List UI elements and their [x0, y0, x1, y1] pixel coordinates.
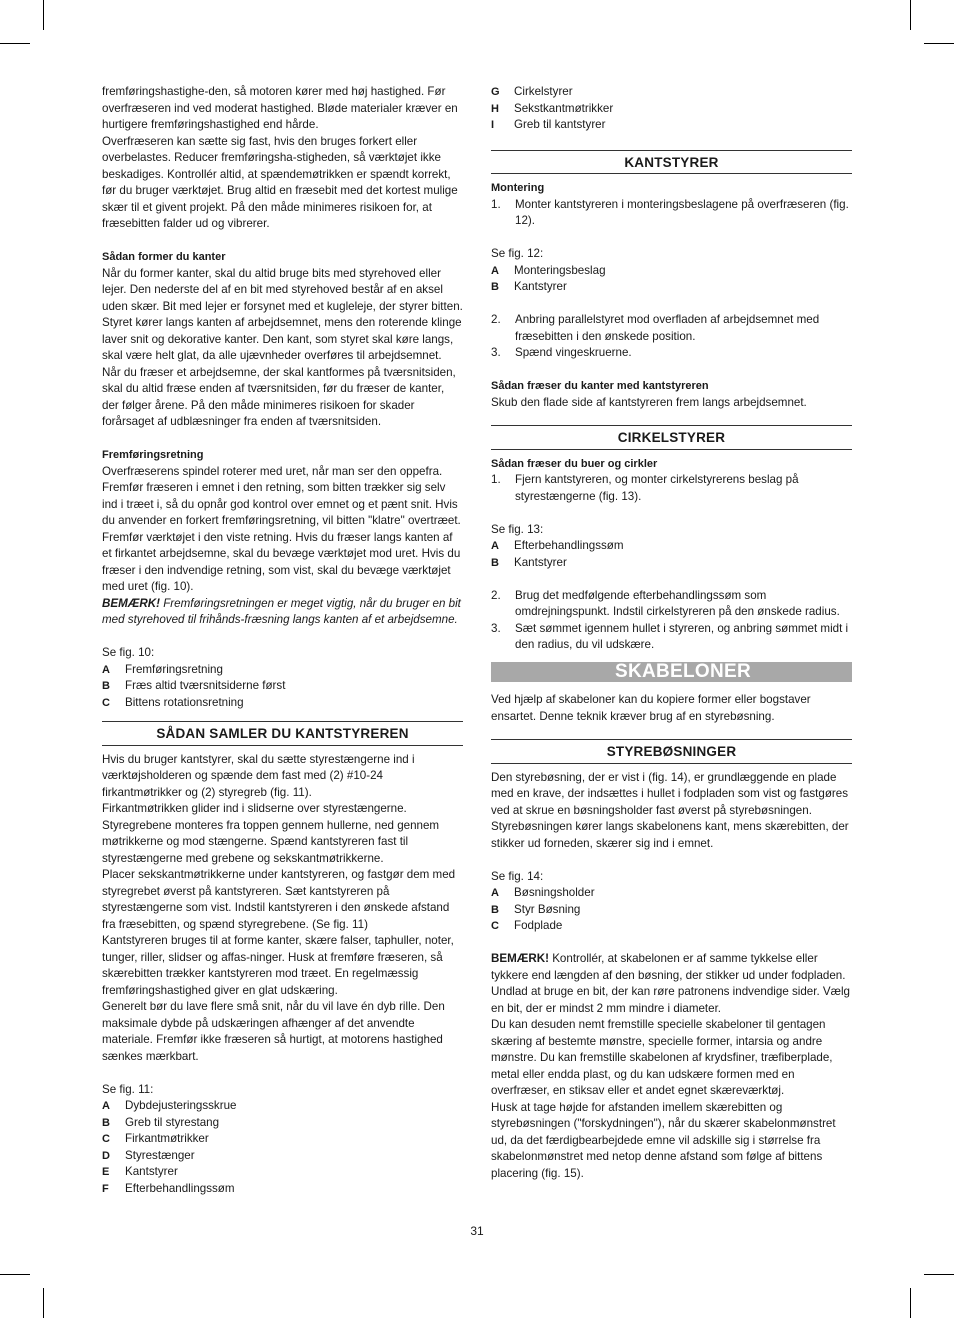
note-paragraph	[102, 596, 463, 629]
section-heading: SÅDAN SAMLER DU KANTSTYREREN	[102, 721, 463, 746]
paragraph: fremføringshastighe-den, så motoren kører med høj hastighed. Før overfræseren ind ved moderat hastighed. Bløde materialer kræver en hurtigere fremføringshastighed end hårde.	[102, 85, 458, 131]
fig12-list	[491, 263, 852, 296]
paragraph: Husk at tage højde for afstanden imellem skærebitten og styrebøsningen ("forskydningen"), når du skærer skabelonmønstret ud, da det færdigbearbejdede emne vil adskille sig i størrelse fra skabelonmønstret med netop denne afstand som følge af bittens placering (fig. 15).	[491, 1100, 836, 1180]
step-text: Monter kantstyreren i monteringsbeslagene på overfræseren (fig. 12).	[515, 197, 849, 227]
legend-key: G	[491, 86, 500, 98]
note-text: Kontrollér, at skabelonen er af samme tykkelse eller tykkere end længden af den bøsning, der stikker ud under fodpladen.	[491, 952, 846, 982]
legend-item	[491, 263, 852, 280]
subheading: Sådan fræser du buer og cirkler	[491, 457, 658, 470]
fig14-list	[491, 885, 852, 935]
left-column	[102, 84, 463, 1197]
legend-key: H	[491, 102, 499, 115]
legend-item	[491, 918, 852, 935]
legend-text: Sekstkantmøtrikker	[514, 101, 614, 115]
figure-reference: Se fig. 14:	[491, 869, 544, 883]
cirkel-steps	[491, 588, 852, 654]
section-heading: CIRKELSTYRER	[491, 425, 852, 450]
legend-item	[102, 1148, 463, 1165]
legend-item	[491, 538, 852, 555]
fig11-list	[102, 1098, 463, 1197]
montering-steps	[491, 197, 852, 230]
paragraph: Du kan desuden nemt fremstille specielle skabeloner til gentagen skæring af bestemte mønstre, specielle former, intarsia og andre mønstre. Du kan fremstille skabelonen af krydsfiner, træfiberplade, metal eller endda plast, og du kan udskære formen med en overfræser, en stiksav eller et andet egnet skæreværktøj.	[491, 1018, 833, 1097]
paragraph: Den styrebøsning, der er vist i (fig. 14), er grundlæggende en plade med en krave, der indsættes i hullet i fodpladen som vist og fastgøres ved at skrue en bøsningsholder fast øverst på styrebøsningen. Styrebøsningen kører langs skabelonens kant, mens skærebitten, der stikker ud forneden, skærer sig ind i emnet.	[491, 770, 849, 850]
step-text: Sæt sømmet igennem hullet i styreren, og anbring sømmet midt i den radius, du vil udskære.	[515, 621, 849, 651]
legend-key: B	[491, 903, 499, 916]
fig11-continued-list	[491, 84, 852, 134]
step-item	[491, 345, 852, 362]
step-item	[491, 588, 852, 621]
legend-key: B	[102, 1116, 110, 1129]
crop-mark	[0, 1274, 30, 1275]
subheading: Montering	[491, 182, 545, 194]
legend-text: Fremføringsretning	[125, 662, 223, 676]
legend-key: B	[102, 680, 110, 692]
step-number: 1.	[491, 473, 501, 486]
legend-item	[491, 902, 852, 919]
legend-item	[102, 1131, 463, 1148]
legend-text: Monteringsbeslag	[514, 263, 606, 277]
legend-item	[102, 695, 463, 712]
legend-key: B	[491, 281, 499, 293]
legend-text: Greb til styrestang	[125, 1115, 220, 1129]
legend-text: Efterbehandlingssøm	[514, 539, 624, 552]
figure-reference: Se fig. 13:	[491, 522, 544, 536]
subheading: Sådan former du kanter	[102, 251, 226, 263]
step-number: 2.	[491, 588, 501, 602]
legend-text: Fodplade	[514, 919, 563, 932]
legend-item	[102, 662, 463, 679]
section-heading: KANTSTYRER	[491, 150, 852, 175]
crop-mark	[910, 0, 911, 30]
paragraph: Overfræserens spindel roterer med uret, når man ser den oppefra. Fremfør fræseren i emnet i den retning, som bitten trækker sig selv ind i træet i, så du opnår god kontrol over emnet og et pænt snit. Hvis du anvender en forkert fremføringsretning, vil bitten "klatre" overtræet. Fremfør værktøjet i den viste retning. Hvis du fræser langs kanten af et firkantet arbejdsemne, skal du bevæge værktøjet mod uret. Hvis du fræser i den indvendige retning, som vist, skal du bevæge værktøjet med uret (fig. 10).	[102, 464, 461, 593]
paragraph: Kantstyreren bruges til at forme kanter, skære falser, taphuller, noter, tunger, riller, slidser og affas-ninger. Husk at fremføre fræseren, så skærebitten trækker kantstyreren mod træet. En regelmæssig fremføringshastighed giver en glat udskæring.	[102, 934, 454, 997]
legend-text: Kantstyrer	[514, 280, 567, 293]
subheading: Sådan fræser du kanter med kantstyreren	[491, 380, 709, 392]
step-text: Spænd vingeskruerne.	[515, 346, 632, 359]
chapter-heading: SKABELONER	[491, 662, 852, 683]
note-label: BEMÆRK!	[102, 596, 160, 610]
legend-item	[102, 1098, 463, 1115]
legend-key: A	[102, 663, 110, 676]
page-number: 31	[470, 1224, 484, 1238]
right-column	[491, 84, 852, 1182]
legend-item	[102, 678, 463, 695]
figure-reference: Se fig. 10:	[102, 646, 155, 659]
step-item	[491, 197, 852, 230]
cirkel-steps	[491, 472, 852, 505]
legend-item	[491, 101, 852, 118]
crop-mark	[43, 1288, 44, 1318]
legend-key: A	[491, 264, 499, 277]
legend-item	[491, 117, 852, 134]
legend-key: E	[102, 1166, 110, 1178]
legend-item	[102, 1181, 463, 1198]
legend-text: Kantstyrer	[125, 1165, 178, 1178]
step-number: 3.	[491, 346, 501, 359]
paragraph: Overfræseren kan sætte sig fast, hvis den bruges forkert eller overbelastes. Reducer fremføringsha-stigheden, så værktøjet ikke beskadiges. Kontrollér altid, at spændemøtrikken er spændt korrekt, før du bruger værktøjet. Brug altid en fræsebit med det kortest mulige skær til et givent projekt. På den måde minimeres risikoen for, at fræsebitten falder ud og vibrerer.	[102, 134, 458, 230]
legend-key: I	[491, 119, 495, 131]
legend-text: Kantstyrer	[514, 555, 567, 569]
legend-item	[491, 84, 852, 101]
crop-mark	[43, 0, 44, 30]
legend-item	[102, 1164, 463, 1181]
legend-item	[491, 555, 852, 572]
legend-text: Bittens rotationsretning	[125, 695, 244, 709]
crop-mark	[924, 1274, 954, 1275]
legend-key: C	[491, 920, 499, 932]
paragraph: Generelt bør du lave flere små snit, når du vil lave én dyb rille. Den maksimale dybde på udskæringen afhænger af det anvendte materiale. Fremfør ikke fræseren så hurtigt, at motorens hastighed sænkes mærkbart.	[102, 1000, 445, 1063]
step-number: 3.	[491, 621, 501, 635]
legend-item	[491, 885, 852, 902]
step-number: 2.	[491, 313, 501, 326]
legend-key: C	[102, 1133, 110, 1145]
paragraph: Placer sekskantmøtrikkerne under kantstyreren, og fastgør dem med styregrebet øverst på kantstyreren. Sæt kantstyreren på styrestængerne som vist. Indstil kantstyreren i den ønskede afstand fra fræsebitten, og spænd styregrebene. (Se fig. 11)	[102, 868, 456, 931]
paragraph: Ved hjælp af skabeloner kan du kopiere former eller bogstaver ensartet. Denne teknik kræver brug af en styrebøsning.	[491, 693, 811, 723]
note-paragraph	[491, 951, 852, 984]
paragraph: Når du former kanter, skal du altid bruge bits med styrehoved eller lejer. Den nederste del af en bit med styrehoved består af en aksel uden skær. Bit med lejer er forsynet med et kugleleje, der styrer bitten. Styret kører langs kanten af arbejdsemnet, mens den roterende klinge laver snit og dekorative kanter. Den kant, som styret skal køre langs, skal være helt glat, da alle ujævnheder overføres til arbejdsemnet.	[102, 266, 463, 362]
figure-reference: Se fig. 12:	[491, 247, 544, 260]
legend-text: Fræs altid tværsnitsiderne først	[125, 679, 286, 692]
legend-text: Greb til kantstyrer	[514, 118, 606, 131]
legend-text: Cirkelstyrer	[514, 85, 573, 98]
legend-key: A	[102, 1100, 110, 1112]
montering-steps	[491, 312, 852, 362]
crop-mark	[0, 43, 30, 44]
step-item	[491, 312, 852, 345]
paragraph: Firkantmøtrikken glider ind i slidserne over styrestængerne. Styregrebene monteres fra toppen gennem hullerne, ned gennem møtrikkerne og mod stængerne. Spænd kantstyreren fast til styrestængerne med grebene og sekskantmøtrikkerne.	[102, 802, 440, 865]
step-text: Fjern kantstyreren, og monter cirkelstyrerens beslag på styrestængerne (fig. 13).	[515, 473, 799, 503]
step-text: Anbring parallelstyret mod overfladen af arbejdsemnet med fræsebitten i den ønskede position.	[515, 313, 820, 343]
paragraph: Undlad at bruge en bit, der kan røre patronens indvendige sider. Vælg en bit, der er mindst 2 mm mindre i diameter.	[491, 985, 850, 1015]
note-label: BEMÆRK!	[491, 952, 549, 965]
note-text: Fremføringsretningen er meget vigtig, når du bruger en bit med styrehoved til frihånds-fræsning langs kanten af et arbejdsemne.	[102, 596, 461, 626]
subheading: Fremføringsretning	[102, 449, 204, 461]
legend-key: F	[102, 1182, 109, 1195]
legend-key: C	[102, 696, 110, 709]
legend-key: A	[491, 887, 499, 899]
paragraph: Skub den flade side af kantstyreren frem langs arbejdsemnet.	[491, 395, 807, 409]
legend-key: A	[491, 540, 499, 552]
legend-text: Bøsningsholder	[514, 886, 595, 899]
legend-text: Styrestænger	[125, 1148, 195, 1162]
legend-text: Firkantmøtrikker	[125, 1132, 209, 1145]
paragraph: Når du fræser et arbejdsemne, der skal kantformes på tværsnitsiden, skal du altid fræse enden af tværsnitsiden, før du fræser de kanter, der følger årene. På den måde minimeres risikoen for skader forårsaget af udblæsninger fra enden af tværsnitsiden.	[102, 365, 456, 428]
legend-key: B	[491, 556, 499, 569]
step-item	[491, 621, 852, 654]
section-heading: STYREBØSNINGER	[491, 739, 852, 764]
crop-mark	[924, 43, 954, 44]
legend-item	[491, 279, 852, 296]
legend-key: D	[102, 1149, 110, 1162]
step-item	[491, 472, 852, 505]
crop-mark	[910, 1288, 911, 1318]
fig10-list	[102, 662, 463, 712]
fig13-list	[491, 538, 852, 571]
legend-item	[102, 1115, 463, 1132]
figure-reference: Se fig. 11:	[102, 1082, 154, 1096]
legend-text: Efterbehandlingssøm	[125, 1181, 235, 1195]
legend-text: Styr Bøsning	[514, 902, 581, 916]
paragraph: Hvis du bruger kantstyrer, skal du sætte styrestængerne ind i værktøjsholderen og spænde dem fast med (2) #10-24 firkantmøtrikker og (2) styregreb (fig. 11).	[102, 752, 415, 799]
step-text: Brug det medfølgende efterbehandlingssøm som omdrejningspunkt. Indstil cirkelstyreren på den ønskede radius.	[515, 588, 840, 618]
step-number: 1.	[491, 197, 501, 211]
legend-text: Dybdejusteringsskrue	[125, 1099, 237, 1112]
